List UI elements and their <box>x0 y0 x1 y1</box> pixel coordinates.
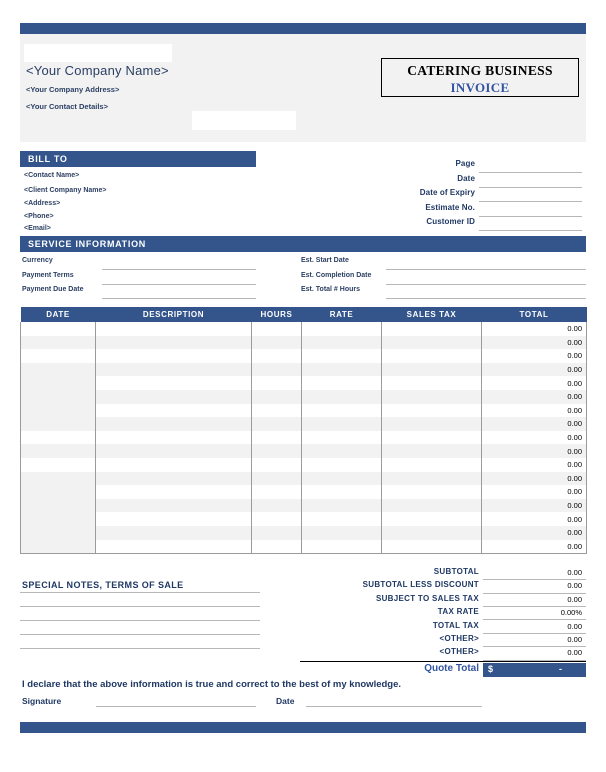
signature-date-input-line[interactable] <box>306 706 482 707</box>
column-header-rate: RATE <box>302 307 382 322</box>
bill-to-field-2[interactable]: <Address> <box>24 200 61 207</box>
document-type-title: INVOICE <box>450 80 510 95</box>
cell-hours[interactable] <box>252 349 302 363</box>
cell-sales_tax[interactable] <box>382 444 482 458</box>
cell-hours[interactable] <box>252 485 302 499</box>
cell-date[interactable] <box>21 349 96 363</box>
cell-description[interactable] <box>96 363 252 377</box>
signature-label: Signature <box>22 696 62 706</box>
cell-date[interactable] <box>21 390 96 404</box>
svc-left-row-1 <box>22 271 256 285</box>
cell-total[interactable]: 0.00 <box>482 349 587 363</box>
grand-total-label: Quote Total <box>424 663 479 674</box>
meta-label-0: Page <box>455 159 475 168</box>
table-row[interactable] <box>21 363 587 377</box>
table-row[interactable] <box>21 472 587 486</box>
cell-hours[interactable] <box>252 526 302 540</box>
svc-left-label-2: Payment Due Date <box>22 286 84 293</box>
total-label-0: SUBTOTAL <box>433 567 479 576</box>
cell-date[interactable] <box>21 404 96 418</box>
bill-to-field-3[interactable]: <Phone> <box>24 213 54 220</box>
bill-to-field-1[interactable]: <Client Company Name> <box>24 187 107 194</box>
special-notes-input-line-2[interactable] <box>20 620 260 621</box>
table-row[interactable] <box>21 322 587 336</box>
cell-hours[interactable] <box>252 376 302 390</box>
cell-hours[interactable] <box>252 431 302 445</box>
cell-date[interactable] <box>21 431 96 445</box>
cell-rate[interactable] <box>302 458 382 472</box>
svc-right-label-1: Est. Completion Date <box>301 271 372 279</box>
cell-rate[interactable] <box>302 485 382 499</box>
total-label-3: TAX RATE <box>437 607 479 617</box>
cell-hours[interactable] <box>252 363 302 377</box>
svc-right-row-2 <box>301 285 586 299</box>
cell-hours[interactable] <box>252 458 302 472</box>
table-row[interactable] <box>21 444 587 458</box>
meta-row-2 <box>386 188 582 202</box>
total-label-4: TOTAL TAX <box>432 620 479 630</box>
cell-date[interactable] <box>21 512 96 526</box>
total-label-1: SUBTOTAL LESS DISCOUNT <box>362 580 479 590</box>
grand-total-amount: - <box>559 664 562 674</box>
svc-left-row-0 <box>22 256 256 270</box>
table-row[interactable] <box>21 390 587 404</box>
cell-hours[interactable] <box>252 472 302 486</box>
cell-total[interactable]: 0.00 <box>482 404 587 418</box>
cell-total[interactable]: 0.00 <box>482 417 587 431</box>
company-contact[interactable]: <Your Contact Details> <box>26 102 108 111</box>
table-row[interactable] <box>21 526 587 540</box>
total-label-2: SUBJECT TO SALES TAX <box>375 593 479 603</box>
svc-left-label-1: Payment Terms <box>22 271 74 279</box>
cell-rate[interactable] <box>302 349 382 363</box>
cell-sales_tax[interactable] <box>382 458 482 472</box>
logo-placeholder-box[interactable] <box>24 44 172 62</box>
total-value-4: 0.00 <box>567 621 582 631</box>
cell-sales_tax[interactable] <box>382 472 482 486</box>
total-row-4 <box>300 621 586 634</box>
line-items-table <box>20 307 587 554</box>
cell-date[interactable] <box>21 526 96 540</box>
svc-right-row-1 <box>301 271 586 285</box>
meta-label-2: Date of Expiry <box>419 188 475 197</box>
table-row[interactable] <box>21 404 587 418</box>
table-row[interactable] <box>21 417 587 431</box>
cell-total[interactable]: 0.00 <box>482 512 587 526</box>
total-row-0 <box>300 567 586 580</box>
cell-sales_tax[interactable] <box>382 485 482 499</box>
footer-accent-bar <box>20 722 586 733</box>
meta-input-2[interactable] <box>479 189 582 202</box>
meta-row-1 <box>386 174 582 188</box>
total-value-2: 0.00 <box>567 594 582 604</box>
cell-rate[interactable] <box>302 512 382 526</box>
cell-hours[interactable] <box>252 390 302 404</box>
cell-rate[interactable] <box>302 526 382 540</box>
cell-sales_tax[interactable] <box>382 431 482 445</box>
grand-total-amount-box <box>483 663 586 677</box>
cell-description[interactable] <box>96 472 252 486</box>
cell-total[interactable]: 0.00 <box>482 431 587 445</box>
svc-right-row-0 <box>301 256 586 270</box>
cell-sales_tax[interactable] <box>382 512 482 526</box>
table-row[interactable] <box>21 458 587 472</box>
table-row[interactable] <box>21 431 587 445</box>
cell-date[interactable] <box>21 499 96 513</box>
cell-sales_tax[interactable] <box>382 417 482 431</box>
cell-rate[interactable] <box>302 322 382 336</box>
cell-description[interactable] <box>96 390 252 404</box>
total-value-3: 0.00% <box>560 608 582 618</box>
svc-right-input-2[interactable] <box>386 286 586 299</box>
document-title-box <box>381 58 579 97</box>
cell-date[interactable] <box>21 485 96 499</box>
cell-date[interactable] <box>21 376 96 390</box>
cell-sales_tax[interactable] <box>382 376 482 390</box>
cell-description[interactable] <box>96 336 252 350</box>
table-row[interactable] <box>21 336 587 350</box>
cell-sales_tax[interactable] <box>382 540 482 554</box>
signature-date-label: Date <box>276 696 295 706</box>
grand-total-currency-symbol: $ <box>488 664 494 674</box>
column-header-hours: HOURS <box>252 307 302 322</box>
cell-total[interactable]: 0.00 <box>482 390 587 404</box>
total-row-6 <box>300 647 586 660</box>
cell-total[interactable]: 0.00 <box>482 526 587 540</box>
cell-description[interactable] <box>96 417 252 431</box>
total-value-1: 0.00 <box>567 581 582 591</box>
cell-rate[interactable] <box>302 376 382 390</box>
total-row-1 <box>300 580 586 593</box>
cell-hours[interactable] <box>252 444 302 458</box>
special-notes-input-line-0[interactable] <box>20 592 260 593</box>
cell-description[interactable] <box>96 349 252 363</box>
cell-sales_tax[interactable] <box>382 404 482 418</box>
bill-to-field-0[interactable]: <Contact Name> <box>24 172 80 179</box>
table-row[interactable] <box>21 512 587 526</box>
table-row[interactable] <box>21 376 587 390</box>
cell-description[interactable] <box>96 376 252 390</box>
cell-sales_tax[interactable] <box>382 322 482 336</box>
cell-description[interactable] <box>96 322 252 336</box>
bill-to-field-4[interactable]: <Email> <box>24 225 51 232</box>
svc-right-input-0[interactable] <box>386 257 586 270</box>
cell-description[interactable] <box>96 526 252 540</box>
cell-date[interactable] <box>21 540 96 554</box>
cell-hours[interactable] <box>252 404 302 418</box>
svc-left-input-1[interactable] <box>102 272 256 285</box>
cell-total[interactable]: 0.00 <box>482 376 587 390</box>
cell-description[interactable] <box>96 444 252 458</box>
cell-total[interactable]: 0.00 <box>482 322 587 336</box>
svc-right-label-0: Est. Start Date <box>301 257 349 264</box>
column-header-total: TOTAL <box>482 307 587 322</box>
cell-total[interactable]: 0.00 <box>482 458 587 472</box>
cell-sales_tax[interactable] <box>382 349 482 363</box>
grand-total-row <box>300 661 586 676</box>
total-value-5: 0.00 <box>567 635 582 644</box>
cell-total[interactable]: 0.00 <box>482 363 587 377</box>
svc-left-input-2[interactable] <box>102 286 256 299</box>
special-notes-input-line-1[interactable] <box>20 606 260 607</box>
meta-row-0 <box>386 159 582 173</box>
top-accent-bar <box>20 23 586 34</box>
meta-input-4[interactable] <box>479 218 582 231</box>
business-type-title: CATERING BUSINESS <box>407 63 553 78</box>
meta-label-1: Date <box>457 173 475 183</box>
cell-rate[interactable] <box>302 499 382 513</box>
cell-rate[interactable] <box>302 404 382 418</box>
company-name[interactable]: <Your Company Name> <box>26 63 169 78</box>
signature-input-line[interactable] <box>96 706 256 707</box>
svc-right-label-2: Est. Total # Hours <box>301 286 360 293</box>
cell-date[interactable] <box>21 458 96 472</box>
cell-hours[interactable] <box>252 322 302 336</box>
total-value-6: 0.00 <box>567 648 582 658</box>
cell-description[interactable] <box>96 512 252 526</box>
cell-hours[interactable] <box>252 512 302 526</box>
cell-total[interactable]: 0.00 <box>482 472 587 486</box>
svc-left-label-0: Currency <box>22 257 53 264</box>
special-notes-input-line-3[interactable] <box>20 634 260 635</box>
column-header-description: DESCRIPTION <box>96 307 252 322</box>
cell-date[interactable] <box>21 363 96 377</box>
cell-description[interactable] <box>96 431 252 445</box>
total-label-5: <OTHER> <box>439 634 479 643</box>
cell-total[interactable]: 0.00 <box>482 499 587 513</box>
cell-hours[interactable] <box>252 499 302 513</box>
meta-row-3 <box>386 203 582 217</box>
header-subtitle-box[interactable] <box>192 111 296 130</box>
cell-total[interactable]: 0.00 <box>482 485 587 499</box>
cell-description[interactable] <box>96 485 252 499</box>
cell-sales_tax[interactable] <box>382 526 482 540</box>
total-row-5 <box>300 634 586 647</box>
cell-date[interactable] <box>21 444 96 458</box>
cell-hours[interactable] <box>252 540 302 554</box>
cell-rate[interactable] <box>302 540 382 554</box>
table-row[interactable] <box>21 499 587 513</box>
svc-right-input-1[interactable] <box>386 272 586 285</box>
special-notes-title: SPECIAL NOTES, TERMS OF SALE <box>22 580 184 590</box>
special-notes-input-line-4[interactable] <box>20 648 260 649</box>
cell-sales_tax[interactable] <box>382 390 482 404</box>
company-address[interactable]: <Your Company Address> <box>26 85 120 94</box>
table-row[interactable] <box>21 485 587 499</box>
total-row-2 <box>300 594 586 607</box>
cell-rate[interactable] <box>302 417 382 431</box>
meta-label-3: Estimate No. <box>425 202 475 212</box>
meta-input-0[interactable] <box>479 160 582 173</box>
cell-rate[interactable] <box>302 444 382 458</box>
meta-input-3[interactable] <box>479 204 582 217</box>
cell-date[interactable] <box>21 472 96 486</box>
svc-left-input-0[interactable] <box>102 257 256 270</box>
column-header-date: DATE <box>21 307 96 322</box>
cell-description[interactable] <box>96 458 252 472</box>
table-row[interactable] <box>21 349 587 363</box>
cell-sales_tax[interactable] <box>382 336 482 350</box>
total-label-6: <OTHER> <box>439 647 479 657</box>
meta-input-1[interactable] <box>479 175 582 188</box>
service-information-band: SERVICE INFORMATION <box>20 236 586 252</box>
table-row[interactable] <box>21 540 587 554</box>
cell-date[interactable] <box>21 322 96 336</box>
cell-hours[interactable] <box>252 336 302 350</box>
declaration-text: I declare that the above information is true and correct to the best of my knowledge. <box>22 679 402 690</box>
cell-rate[interactable] <box>302 363 382 377</box>
total-value-0: 0.00 <box>567 568 582 577</box>
cell-total[interactable]: 0.00 <box>482 540 587 554</box>
cell-total[interactable]: 0.00 <box>482 444 587 458</box>
line-items-body <box>21 322 587 553</box>
bill-to-band: BILL TO <box>20 151 256 167</box>
cell-rate[interactable] <box>302 472 382 486</box>
cell-description[interactable] <box>96 499 252 513</box>
cell-description[interactable] <box>96 540 252 554</box>
meta-label-4: Customer ID <box>426 217 475 226</box>
svc-left-row-2 <box>22 285 256 299</box>
cell-rate[interactable] <box>302 336 382 350</box>
cell-rate[interactable] <box>302 390 382 404</box>
column-header-sales-tax: SALES TAX <box>382 307 482 322</box>
cell-sales_tax[interactable] <box>382 363 482 377</box>
total-row-3 <box>300 607 586 620</box>
cell-total[interactable]: 0.00 <box>482 336 587 350</box>
cell-description[interactable] <box>96 404 252 418</box>
cell-sales_tax[interactable] <box>382 499 482 513</box>
meta-row-4 <box>386 217 582 231</box>
cell-hours[interactable] <box>252 417 302 431</box>
cell-rate[interactable] <box>302 431 382 445</box>
line-items-header-row <box>21 307 587 322</box>
cell-date[interactable] <box>21 417 96 431</box>
cell-date[interactable] <box>21 336 96 350</box>
